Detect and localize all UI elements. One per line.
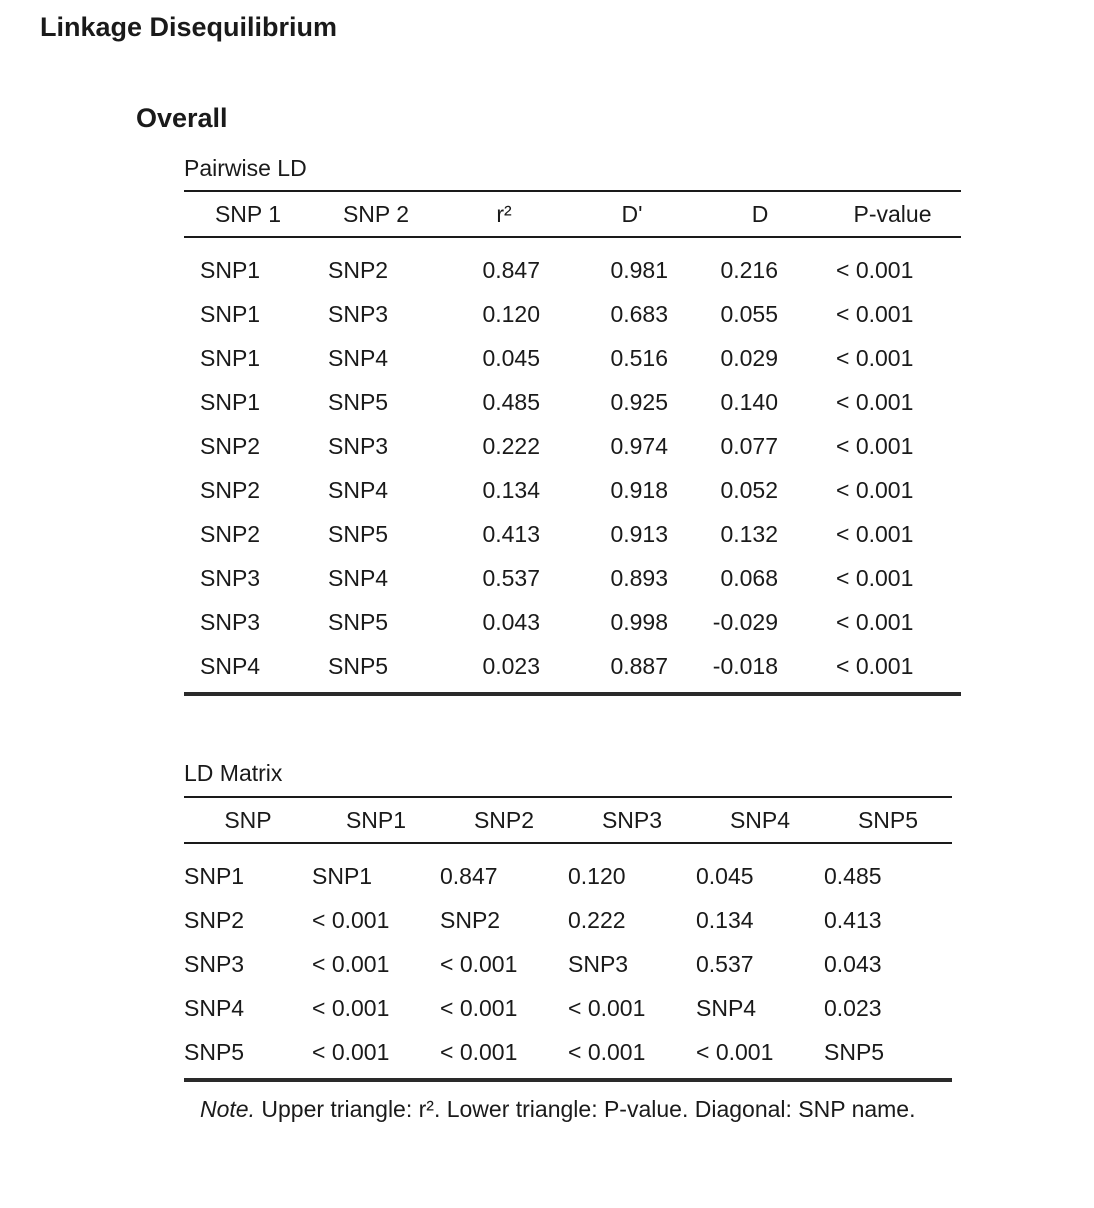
table-cell: 0.023 <box>824 994 882 1021</box>
table-cell: SNP3 <box>568 950 629 977</box>
table-cell: 0.913 <box>610 520 668 547</box>
table-cell: SNP5 <box>312 644 440 694</box>
table-cell: SNP1 <box>200 256 261 283</box>
page-title: Linkage Disequilibrium <box>40 12 338 42</box>
table-cell: SNP2 <box>200 432 261 459</box>
table-row <box>184 942 952 986</box>
table-cell: 0.029 <box>720 344 778 371</box>
table-cell: SNP2 <box>200 520 261 547</box>
table-cell: 0.140 <box>720 388 778 415</box>
table-cell: 0.077 <box>720 432 778 459</box>
table-cell: SNP2 <box>184 906 245 933</box>
table-cell: SNP2 <box>440 906 501 933</box>
table-cell: 0.485 <box>482 388 540 415</box>
table-row <box>184 468 961 512</box>
ld-matrix-caption: LD Matrix <box>184 760 283 786</box>
table-cell: SNP4 <box>696 994 757 1021</box>
table-cell: SNP1 <box>184 862 245 889</box>
table-cell: SNP1 <box>200 344 261 371</box>
table-cell: < 0.001 <box>312 994 390 1021</box>
table-cell: SNP1 <box>200 388 261 415</box>
column-header-snp-1: SNP 1 <box>184 191 312 237</box>
column-header-d: D <box>696 191 824 237</box>
column-header-snp5: SNP5 <box>824 797 952 843</box>
table-cell: SNP4 <box>328 344 389 371</box>
matrix-header-row <box>184 797 952 843</box>
table-cell: < 0.001 <box>836 608 914 635</box>
pairwise-body <box>184 237 961 694</box>
table-row <box>184 556 961 600</box>
table-cell: 0.537 <box>696 950 754 977</box>
pairwise-ld-caption: Pairwise LD <box>184 155 307 181</box>
table-cell: < 0.001 <box>836 388 914 415</box>
table-row <box>184 424 961 468</box>
table-cell: < 0.001 <box>836 432 914 459</box>
table-cell: 0.043 <box>482 608 540 635</box>
table-row <box>184 336 961 380</box>
table-cell: SNP1 <box>312 862 373 889</box>
table-cell: 0.134 <box>696 906 754 933</box>
table-row <box>184 843 952 898</box>
column-header-snp1: SNP1 <box>312 797 440 843</box>
table-cell: 0.918 <box>610 476 668 503</box>
table-row <box>184 1030 952 1080</box>
table-cell: < 0.001 <box>824 644 961 694</box>
table-cell: SNP3 <box>200 608 261 635</box>
table-cell: 0.222 <box>482 432 540 459</box>
table-cell: 0.413 <box>482 520 540 547</box>
table-cell: < 0.001 <box>312 906 390 933</box>
table-cell: 0.222 <box>568 906 626 933</box>
table-cell: < 0.001 <box>440 994 518 1021</box>
table-cell: 0.055 <box>720 300 778 327</box>
column-header-snp3: SNP3 <box>568 797 696 843</box>
table-row <box>184 237 961 292</box>
matrix-body <box>184 843 952 1080</box>
column-header-r2: r² <box>440 191 568 237</box>
table-cell: SNP5 <box>328 608 389 635</box>
table-cell: SNP3 <box>328 300 389 327</box>
table-cell: < 0.001 <box>836 344 914 371</box>
table-cell: SNP1 <box>200 300 261 327</box>
table-cell: 0.120 <box>568 862 626 889</box>
table-cell: < 0.001 <box>312 950 390 977</box>
table-cell: < 0.001 <box>696 1030 824 1080</box>
table-cell: 0.413 <box>824 906 882 933</box>
table-cell: SNP4 <box>328 476 389 503</box>
table-cell: < 0.001 <box>568 994 646 1021</box>
column-header-snp2: SNP2 <box>440 797 568 843</box>
table-cell: 0.052 <box>720 476 778 503</box>
table-cell: 0.120 <box>482 300 540 327</box>
table-cell: SNP3 <box>184 950 245 977</box>
table-cell: < 0.001 <box>312 1030 440 1080</box>
table-row <box>184 898 952 942</box>
table-cell: -0.018 <box>696 644 824 694</box>
table-cell: 0.847 <box>482 256 540 283</box>
table-cell: 0.485 <box>824 862 882 889</box>
table-cell: SNP5 <box>328 520 389 547</box>
table-cell: SNP5 <box>824 1030 952 1080</box>
table-row <box>184 380 961 424</box>
table-cell: 0.516 <box>610 344 668 371</box>
table-cell: SNP4 <box>328 564 389 591</box>
table-row <box>184 644 961 694</box>
ld-matrix-table <box>184 796 952 1082</box>
table-cell: 0.998 <box>610 608 668 635</box>
table-cell: SNP3 <box>328 432 389 459</box>
table-cell: SNP4 <box>184 644 312 694</box>
table-cell: < 0.001 <box>836 256 914 283</box>
table-cell: < 0.001 <box>568 1030 696 1080</box>
table-cell: 0.134 <box>482 476 540 503</box>
table-cell: < 0.001 <box>440 1030 568 1080</box>
section-title: Overall <box>136 103 228 133</box>
column-header-snp4: SNP4 <box>696 797 824 843</box>
table-cell: SNP4 <box>184 994 245 1021</box>
pairwise-header-row <box>184 191 961 237</box>
column-header-p-value: P-value <box>824 191 961 237</box>
column-header-snp: SNP <box>184 797 312 843</box>
table-cell: < 0.001 <box>836 520 914 547</box>
table-cell: < 0.001 <box>440 950 518 977</box>
table-cell: 0.132 <box>720 520 778 547</box>
table-cell: SNP5 <box>328 388 389 415</box>
table-row <box>184 986 952 1030</box>
pairwise-ld-table <box>184 190 961 696</box>
table-cell: SNP3 <box>200 564 261 591</box>
table-cell: 0.537 <box>482 564 540 591</box>
table-note <box>200 1095 930 1123</box>
table-cell: < 0.001 <box>836 300 914 327</box>
table-cell: SNP5 <box>184 1030 312 1080</box>
table-cell: 0.023 <box>440 644 568 694</box>
table-cell: 0.045 <box>482 344 540 371</box>
table-cell: 0.216 <box>720 256 778 283</box>
table-row <box>184 292 961 336</box>
table-cell: 0.068 <box>720 564 778 591</box>
table-cell: < 0.001 <box>836 564 914 591</box>
table-row <box>184 512 961 556</box>
table-cell: 0.925 <box>610 388 668 415</box>
column-header-d-prime: D' <box>568 191 696 237</box>
table-cell: 0.847 <box>440 862 498 889</box>
table-cell: -0.029 <box>712 608 778 635</box>
table-cell: 0.045 <box>696 862 754 889</box>
table-cell: 0.981 <box>610 256 668 283</box>
table-cell: SNP2 <box>200 476 261 503</box>
note-text: Upper triangle: r². Lower triangle: P-value. Diagonal: SNP name. <box>254 1096 916 1122</box>
table-cell: 0.974 <box>610 432 668 459</box>
table-cell: 0.887 <box>568 644 696 694</box>
table-cell: 0.683 <box>610 300 668 327</box>
table-cell: SNP2 <box>328 256 389 283</box>
table-cell: < 0.001 <box>836 476 914 503</box>
table-cell: 0.043 <box>824 950 882 977</box>
note-label: Note. <box>200 1096 255 1122</box>
column-header-snp-2: SNP 2 <box>312 191 440 237</box>
table-cell: 0.893 <box>610 564 668 591</box>
table-row <box>184 600 961 644</box>
